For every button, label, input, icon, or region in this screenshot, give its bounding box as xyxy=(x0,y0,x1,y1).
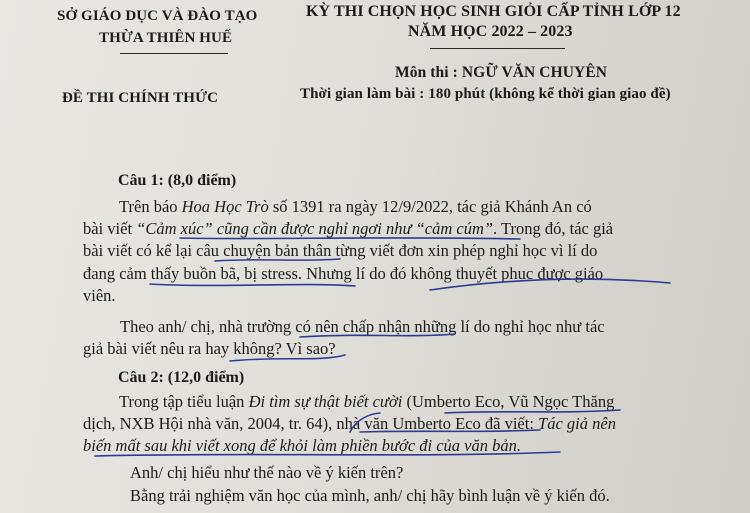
question-1-prompt-line-2: giả bài viết nêu ra hay không? Vì sao? xyxy=(83,339,336,358)
question-1-line-5: viên. xyxy=(83,286,116,305)
question-2-line-1: Trong tập tiểu luận Đi tìm sự thật biết cười (Umberto Eco, Vũ Ngọc Thăng xyxy=(119,392,615,411)
time-label: Thời gian làm bài : 180 phút (không kể thời gian giao đề) xyxy=(300,86,671,102)
question-2-title: Câu 2: (12,0 điểm) xyxy=(118,369,245,386)
header-divider-left xyxy=(120,53,228,54)
question-2-prompt-line-1: Anh/ chị hiểu như thế nào về ý kiến trên? xyxy=(130,463,404,482)
subject-label: Môn thi : NGỮ VĂN CHUYÊN xyxy=(395,64,608,81)
question-1-title: Câu 1: (8,0 điểm) xyxy=(118,172,237,189)
department-name: SỞ GIÁO DỤC VÀ ĐÀO TẠO xyxy=(57,8,258,24)
question-2-prompt-line-2: Bằng trải nghiệm văn học của mình, anh/ chị hãy bình luận về ý kiến đó. xyxy=(130,486,610,505)
question-2-line-2: dịch, NXB Hội nhà văn, 2004, tr. 64), nhà văn Umberto Eco đã viết: Tác giả nên xyxy=(83,414,616,433)
official-exam-label: ĐỀ THI CHÍNH THỨC xyxy=(62,90,219,106)
question-2-line-3: biến mất sau khi viết xong để khỏi làm phiền bước đi của văn bản. xyxy=(83,436,521,455)
question-1-line-1: Trên báo Hoa Học Trò số 1391 ra ngày 12/9/2022, tác giả Khánh An có xyxy=(119,197,592,216)
exam-title: KỲ THI CHỌN HỌC SINH GIỎI CẤP TỈNH LỚP 12 xyxy=(306,3,681,20)
header-divider-right xyxy=(430,48,565,49)
question-1-line-2: bài viết “Cảm xúc” cũng cần được nghỉ ngơi như “cảm cúm”. Trong đó, tác giả xyxy=(83,219,614,238)
school-year: NĂM HỌC 2022 – 2023 xyxy=(408,23,573,40)
question-1-line-3: bài viết có kể lại câu chuyện bản thân từng viết đơn xin phép nghỉ học vì lí do xyxy=(83,241,598,260)
question-1-prompt-line-1: Theo anh/ chị, nhà trường có nên chấp nhận những lí do nghỉ học như tác xyxy=(120,317,605,336)
province-name: THỪA THIÊN HUẾ xyxy=(99,30,233,46)
question-1-line-4: đang cảm thấy buồn bã, bị stress. Nhưng lí do đó không thuyết phục được giáo xyxy=(83,264,604,283)
